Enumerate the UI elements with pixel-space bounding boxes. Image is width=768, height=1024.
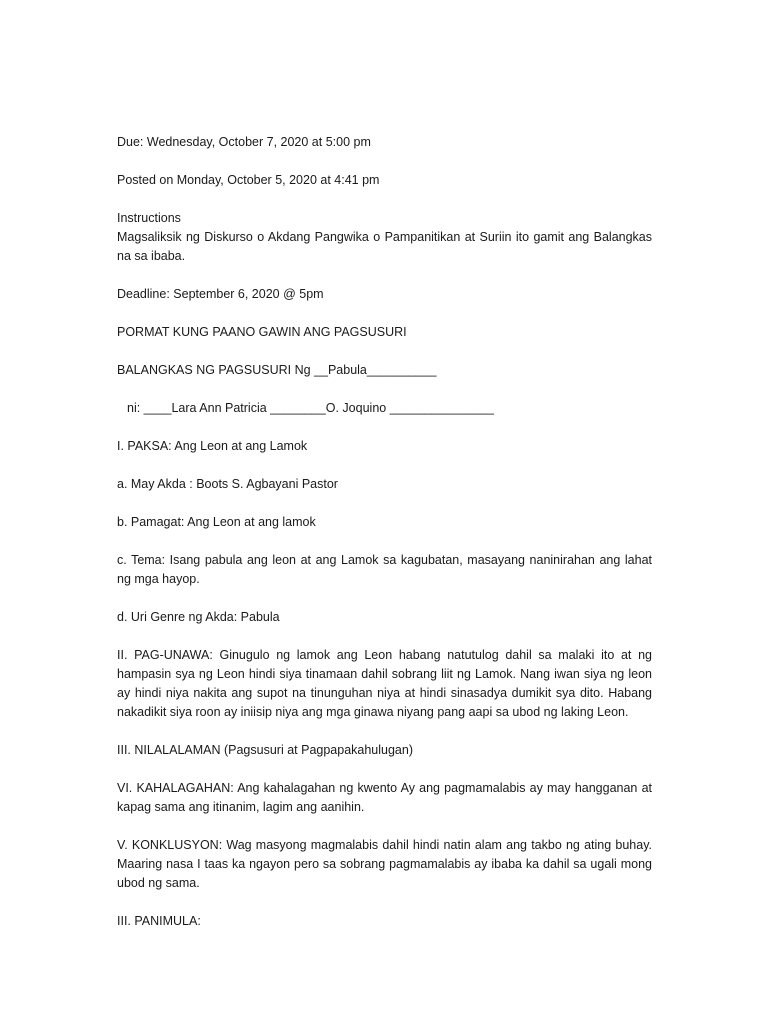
paksa-line: I. PAKSA: Ang Leon at ang Lamok (117, 439, 308, 453)
instructions-heading: Instructions (117, 211, 181, 225)
kahalagahan-paragraph: VI. KAHALAGAHAN: Ang kahalagahan ng kwento Ay ang pagmamalabis ay may hangganan at kapag sama ang itinanim, lagim ang aanihin. (117, 781, 652, 814)
uri-genre-line: d. Uri Genre ng Akda: Pabula (117, 610, 280, 624)
tema-paragraph: c. Tema: Isang pabula ang leon at ang Lamok sa kagubatan, masayang naninirahan ang lahat ng mga hayop. (117, 553, 652, 586)
instructions-text: Magsaliksik ng Diskurso o Akdang Pangwika o Pampanitikan at Suriin ito gamit ang Balangkas na sa ibaba. (117, 230, 652, 263)
may-akda-line: a. May Akda : Boots S. Agbayani Pastor (117, 477, 338, 491)
author-line: ni: ____Lara Ann Patricia ________O. Joquino _______________ (127, 401, 494, 415)
posted-date-line: Posted on Monday, October 5, 2020 at 4:41 pm (117, 173, 380, 187)
konklusyon-paragraph: V. KONKLUSYON: Wag masyong magmalabis dahil hindi natin alam ang takbo ng ating buhay. Maaring nasa I taas ka ngayon pero sa sobrang pagmamalabis ay ibaba ka dahil sa ugali mong ubod ng sama. (117, 838, 652, 890)
pag-unawa-paragraph: II. PAG-UNAWA: Ginugulo ng lamok ang Leon habang natutulog dahil sa malaki ito at ng hampasin sya ng Leon hindi siya tinamaan dahil sobrang liit ng Lamok. Nang iwan siya ng leon ay hindi niya nakita ang supot na tinunguhan niya at hindi sinasadya dumikit sya dito. Habang nakadikit siya roon ay iniisip niya ang mga ginawa niyang pang aapi sa ubod ng laking Leon. (117, 648, 652, 719)
pamagat-line: b. Pamagat: Ang Leon at ang lamok (117, 515, 316, 529)
nilalalaman-heading: III. NILALALAMAN (Pagsusuri at Pagpapakahulugan) (117, 743, 414, 757)
due-date-line: Due: Wednesday, October 7, 2020 at 5:00 pm (117, 135, 371, 149)
deadline-line: Deadline: September 6, 2020 @ 5pm (117, 287, 324, 301)
document-body (117, 133, 652, 950)
pormat-heading: PORMAT KUNG PAANO GAWIN ANG PAGSUSURI (117, 325, 407, 339)
instructions-block (117, 209, 652, 266)
balangkas-heading: BALANGKAS NG PAGSUSURI Ng __Pabula__________ (117, 363, 437, 377)
panimula-heading: III. PANIMULA: (117, 914, 201, 928)
